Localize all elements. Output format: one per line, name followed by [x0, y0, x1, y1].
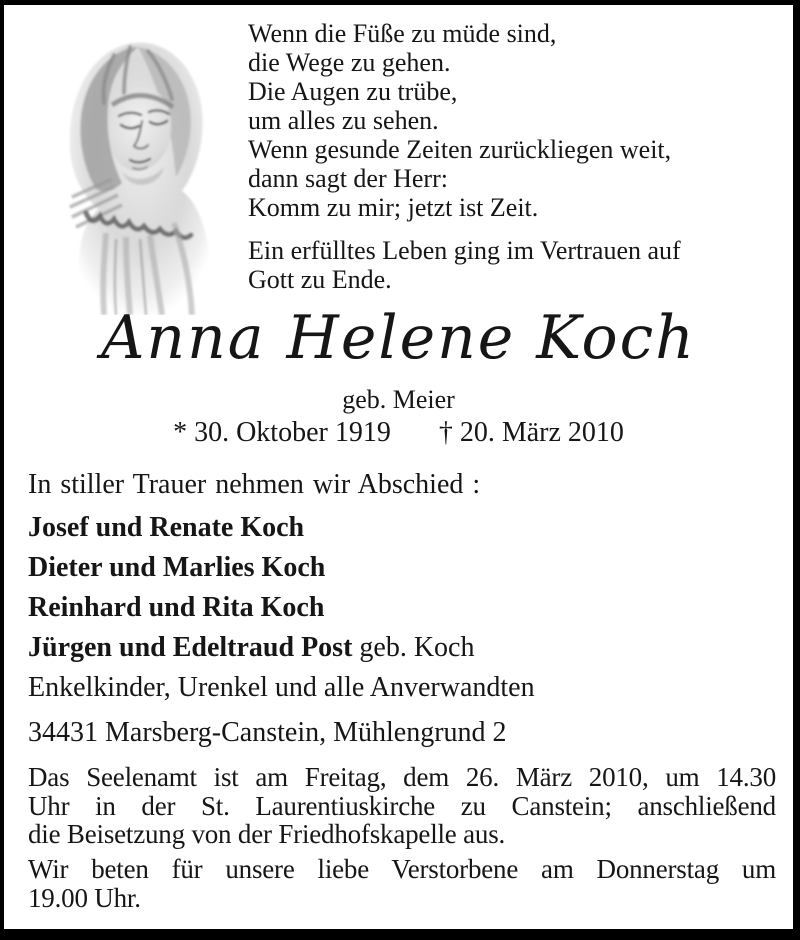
mourner-line [28, 508, 535, 548]
epitaph [248, 236, 681, 294]
prayer-line: Wir beten für unsere liebe Verstorbene am Donnerstag um [28, 854, 776, 884]
service-line: Das Seelenamt ist am Freitag, dem 26. März 2010, um 14.30 [28, 762, 776, 792]
mourner-line [28, 628, 535, 668]
epitaph-line: Ein erfülltes Leben ging im Vertrauen auf [248, 236, 681, 265]
prayer-paragraph [28, 855, 776, 913]
obituary-sheet [4, 5, 793, 929]
mourner-suffix: Enkelkinder, Urenkel und alle Anverwandten [28, 672, 535, 703]
poem-line: Wenn die Füße zu müde sind, [248, 19, 557, 48]
mourner-suffix: geb. Koch [352, 632, 475, 663]
maiden-name: geb. Meier [342, 385, 455, 414]
service-paragraph [28, 763, 776, 849]
birth-date: * 30. Oktober 1919 [173, 417, 391, 448]
poem-line: Die Augen zu trübe, [248, 77, 458, 106]
life-dates [4, 417, 793, 449]
mourner-name: Reinhard und Rita Koch [28, 592, 325, 623]
poem-line: Komm zu mir; jetzt ist Zeit. [248, 193, 539, 222]
address-line: 34431 Marsberg-Canstein, Mühlengrund 2 [28, 717, 507, 748]
mourning-intro: In stiller Trauer nehmen wir Abschied : [28, 469, 481, 500]
poem-line: die Wege zu gehen. [248, 48, 451, 77]
poem-line: um alles zu sehen. [248, 106, 439, 135]
prayer-line: 19.00 Uhr. [28, 883, 141, 913]
mourner-name: Josef und Renate Koch [28, 512, 305, 543]
poem-line: dann sagt der Herr: [248, 164, 448, 193]
service-line: die Beisetzung von der Friedhofskapelle aus. [28, 819, 506, 849]
mourner-line [28, 548, 535, 588]
mourner-line [28, 588, 535, 628]
mourner-line [28, 668, 535, 708]
poem [248, 19, 671, 222]
pieta-madonna-image [26, 17, 234, 315]
service-line: Uhr in der St. Laurentiuskirche zu Canstein; anschließend [28, 790, 776, 821]
epitaph-line: Gott zu Ende. [248, 265, 392, 294]
mourner-name: Dieter und Marlies Koch [28, 552, 326, 583]
deceased-name: Anna Helene Koch [101, 303, 696, 373]
poem-line: Wenn gesunde Zeiten zurückliegen weit, [248, 135, 672, 164]
mourner-name: Jürgen und Edeltraud Post [28, 632, 353, 663]
mourners-list [28, 508, 535, 708]
death-date: † 20. März 2010 [438, 417, 624, 448]
